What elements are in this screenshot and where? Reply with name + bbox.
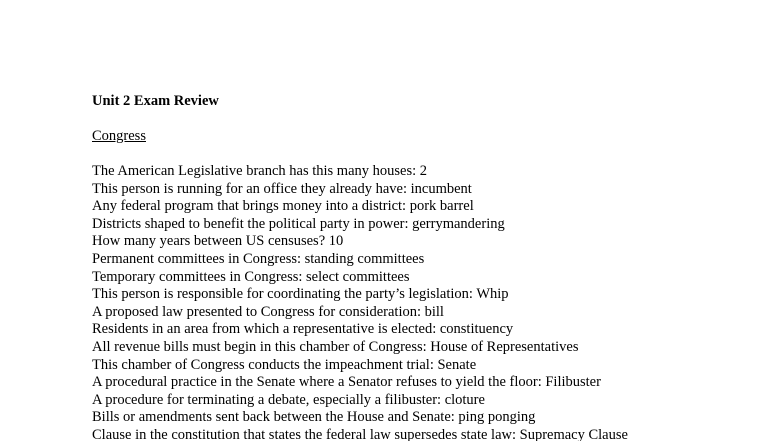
section-heading: Congress	[92, 128, 146, 144]
document-title: Unit 2 Exam Review	[92, 93, 219, 109]
review-line: A procedure for terminating a debate, especially a filibuster: cloture	[92, 391, 485, 408]
review-line: Districts shaped to benefit the political party in power: gerrymandering	[92, 215, 505, 232]
review-line: Residents in an area from which a representative is elected: constituency	[92, 321, 514, 338]
review-list	[92, 163, 628, 441]
review-line: This chamber of Congress conducts the impeachment trial: Senate	[92, 356, 477, 373]
review-line: This person is responsible for coordinating the party’s legislation: Whip	[92, 286, 509, 303]
review-line: This person is running for an office they already have: incumbent	[92, 180, 472, 197]
review-line: Clause in the constitution that states the federal law supersedes state law: Supremacy Clause	[92, 426, 628, 441]
review-line: A proposed law presented to Congress for consideration: bill	[92, 303, 444, 320]
review-line: Any federal program that brings money into a district: pork barrel	[92, 198, 474, 215]
review-line: How many years between US censuses? 10	[92, 233, 344, 250]
review-line: Permanent committees in Congress: standing committees	[92, 250, 425, 267]
review-line: Bills or amendments sent back between the House and Senate: ping ponging	[92, 409, 536, 426]
review-line: Temporary committees in Congress: select committees	[92, 268, 410, 285]
review-line: All revenue bills must begin in this chamber of Congress: House of Representatives	[92, 338, 579, 355]
review-line: A procedural practice in the Senate where a Senator refuses to yield the floor: Filibuster	[92, 374, 601, 391]
review-line: The American Legislative branch has this many houses: 2	[92, 163, 428, 179]
